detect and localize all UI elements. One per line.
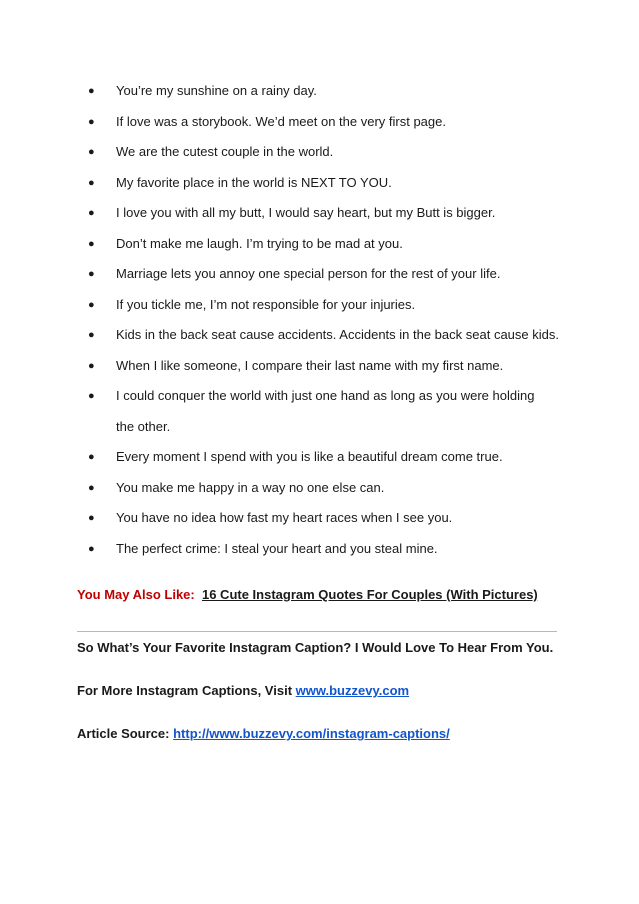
list-item bbox=[76, 168, 576, 199]
list-item bbox=[76, 534, 576, 565]
list-item bbox=[76, 320, 576, 351]
bullet-icon: ● bbox=[88, 329, 95, 341]
bullet-icon: ● bbox=[88, 542, 95, 555]
article-source-link[interactable]: http://www.buzzevy.com/instagram-captions/ bbox=[173, 726, 450, 741]
list-item-text: You have no idea how fast my heart races when I see you. bbox=[116, 510, 453, 525]
list-item bbox=[76, 503, 576, 534]
more-captions-line bbox=[77, 683, 409, 698]
bullet-icon: ● bbox=[88, 176, 95, 189]
list-item-text: Kids in the back seat cause accidents. Accidents in the back seat cause kids. bbox=[116, 327, 559, 342]
list-item bbox=[76, 229, 576, 260]
bullet-icon: ● bbox=[88, 359, 95, 372]
list-item-text: Don’t make me laugh. I’m trying to be mad at you. bbox=[116, 235, 403, 251]
list-item bbox=[76, 198, 576, 229]
list-item bbox=[76, 137, 576, 168]
buzzevy-home-link[interactable]: www.buzzevy.com bbox=[295, 683, 410, 698]
bullet-icon: ● bbox=[88, 298, 95, 311]
list-item bbox=[76, 290, 576, 321]
article-source-label: Article Source: bbox=[77, 726, 170, 741]
bullet-icon: ● bbox=[88, 85, 95, 97]
list-item bbox=[76, 473, 576, 504]
bullet-icon: ● bbox=[88, 512, 95, 524]
article-source-line bbox=[77, 726, 450, 741]
list-item-text: You make me happy in a way no one else can. bbox=[116, 479, 385, 495]
list-item bbox=[76, 76, 576, 107]
bullet-icon: ● bbox=[88, 207, 95, 219]
list-item-text: The perfect crime: I steal your heart and you steal mine. bbox=[116, 540, 438, 556]
bullet-icon: ● bbox=[88, 451, 95, 463]
list-item bbox=[76, 442, 576, 473]
list-item-text: Every moment I spend with you is like a beautiful dream come true. bbox=[116, 449, 503, 464]
list-item-text: When I like someone, I compare their last name with my first name. bbox=[116, 357, 504, 373]
bullet-icon: ● bbox=[88, 115, 95, 128]
also-like-link[interactable]: 16 Cute Instagram Quotes For Couples (With Pictures) bbox=[201, 587, 538, 602]
list-item-text: We are the cutest couple in the world. bbox=[116, 144, 334, 159]
more-captions-text: For More Instagram Captions, Visit bbox=[77, 683, 293, 698]
list-item bbox=[76, 381, 556, 442]
also-like-line bbox=[77, 587, 538, 602]
bullet-icon: ● bbox=[88, 237, 95, 250]
list-item bbox=[76, 351, 576, 382]
bullet-icon: ● bbox=[88, 390, 95, 402]
list-item-text: If you tickle me, I’m not responsible for your injuries. bbox=[116, 296, 416, 312]
list-item-text: My favorite place in the world is NEXT TO YOU. bbox=[116, 174, 392, 190]
bullet-icon: ● bbox=[88, 268, 95, 280]
section-divider bbox=[77, 631, 557, 632]
list-item-text: Marriage lets you annoy one special person for the rest of your life. bbox=[116, 266, 501, 281]
bullet-icon: ● bbox=[88, 146, 95, 158]
list-item-text: You’re my sunshine on a rainy day. bbox=[116, 83, 317, 98]
list-item bbox=[76, 259, 576, 290]
also-like-label: You May Also Like: bbox=[77, 587, 195, 602]
list-item-text: I could conquer the world with just one hand as long as you were holding the other. bbox=[116, 388, 535, 434]
caption-list bbox=[76, 76, 576, 564]
bullet-icon: ● bbox=[88, 481, 95, 494]
question-line: So What’s Your Favorite Instagram Caption? I Would Love To Hear From You. bbox=[77, 640, 554, 655]
list-item-text: If love was a storybook. We’d meet on the very first page. bbox=[116, 113, 446, 129]
list-item-text: I love you with all my butt, I would say heart, but my Butt is bigger. bbox=[116, 205, 496, 220]
list-item bbox=[76, 107, 576, 138]
